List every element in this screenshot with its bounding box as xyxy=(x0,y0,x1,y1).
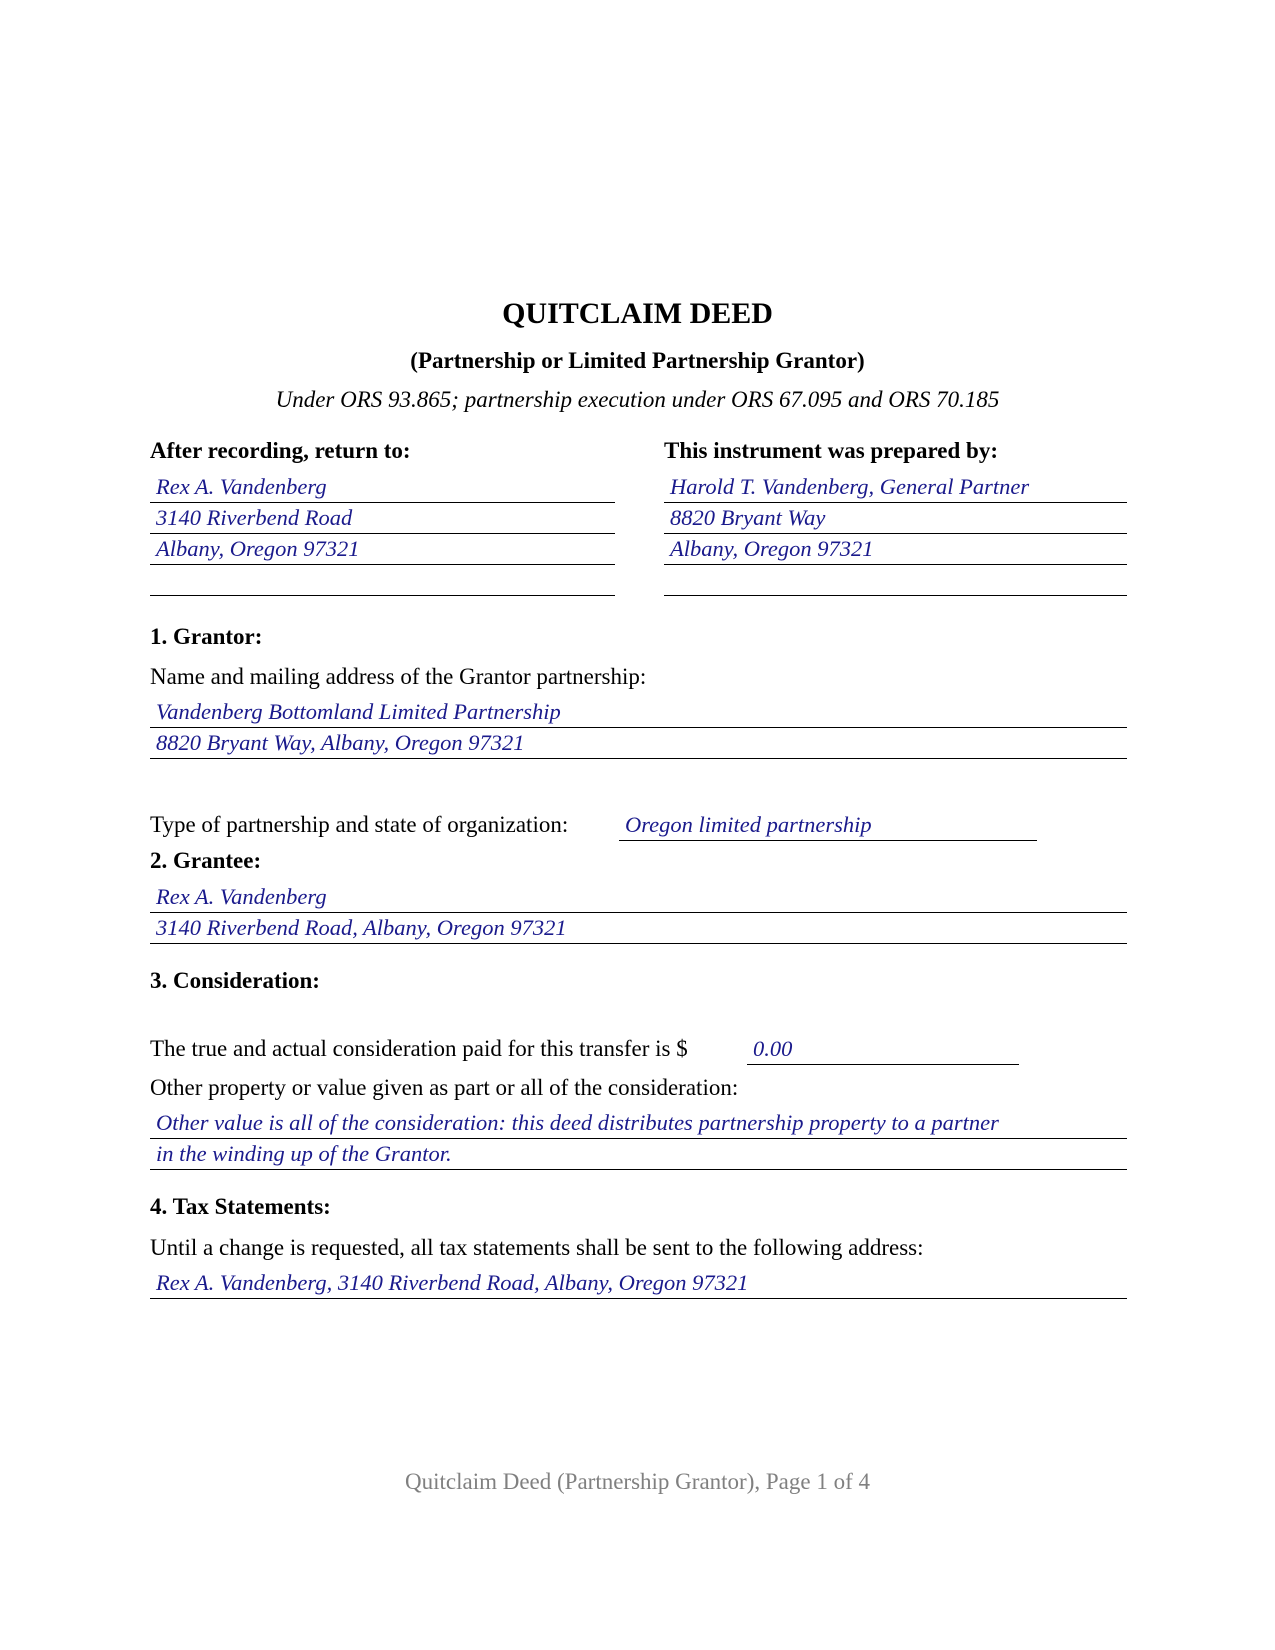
grantee-address-line[interactable]: 3140 Riverbend Road, Albany, Oregon 97321 xyxy=(150,913,1127,944)
other-consideration-line-1[interactable]: Other value is all of the consideration: this deed distributes partnership property to a partner xyxy=(150,1108,1127,1139)
other-consideration-line-2[interactable]: in the winding up of the Grantor. xyxy=(150,1139,1127,1170)
prepared-by-heading: This instrument was prepared by: xyxy=(664,438,998,463)
partnership-type-field[interactable]: Oregon limited partnership xyxy=(619,810,1037,841)
consideration-amount-label: The true and actual consideration paid for this transfer is $ xyxy=(150,1036,688,1061)
other-consideration-label: Other property or value given as part or all of the consideration: xyxy=(150,1075,739,1100)
return-to-line-1[interactable]: Rex A. Vandenberg xyxy=(150,472,615,503)
statutory-authority: Under ORS 93.865; partnership execution under ORS 67.095 and ORS 70.185 xyxy=(275,387,1000,412)
tax-statements-heading: 4. Tax Statements: xyxy=(150,1194,331,1219)
tax-statements-address-line[interactable]: Rex A. Vandenberg, 3140 Riverbend Road, Albany, Oregon 97321 xyxy=(150,1268,1127,1299)
return-to-heading: After recording, return to: xyxy=(150,438,411,463)
prepared-by-line-4[interactable] xyxy=(664,565,1127,596)
grantor-label: Name and mailing address of the Grantor partnership: xyxy=(150,664,647,689)
grantor-heading: 1. Grantor: xyxy=(150,624,263,649)
return-to-line-4[interactable] xyxy=(150,565,615,596)
document-title: QUITCLAIM DEED xyxy=(502,297,773,330)
partnership-type-label: Type of partnership and state of organization: xyxy=(150,812,569,837)
return-to-line-3[interactable]: Albany, Oregon 97321 xyxy=(150,534,615,565)
prepared-by-line-2[interactable]: 8820 Bryant Way xyxy=(664,503,1127,534)
tax-statements-label: Until a change is requested, all tax statements shall be sent to the following address: xyxy=(150,1235,924,1260)
page-footer: Quitclaim Deed (Partnership Grantor), Page 1 of 4 xyxy=(405,1469,870,1494)
consideration-amount-field[interactable]: 0.00 xyxy=(747,1034,1019,1065)
grantor-name-line[interactable]: Vandenberg Bottomland Limited Partnership xyxy=(150,697,1127,728)
grantee-heading: 2. Grantee: xyxy=(150,848,262,873)
grantor-address-line[interactable]: 8820 Bryant Way, Albany, Oregon 97321 xyxy=(150,728,1127,759)
consideration-heading: 3. Consideration: xyxy=(150,968,320,993)
prepared-by-line-3[interactable]: Albany, Oregon 97321 xyxy=(664,534,1127,565)
prepared-by-line-1[interactable]: Harold T. Vandenberg, General Partner xyxy=(664,472,1127,503)
document-subtitle: (Partnership or Limited Partnership Grantor) xyxy=(410,348,865,373)
grantee-name-line[interactable]: Rex A. Vandenberg xyxy=(150,882,1127,913)
return-to-line-2[interactable]: 3140 Riverbend Road xyxy=(150,503,615,534)
